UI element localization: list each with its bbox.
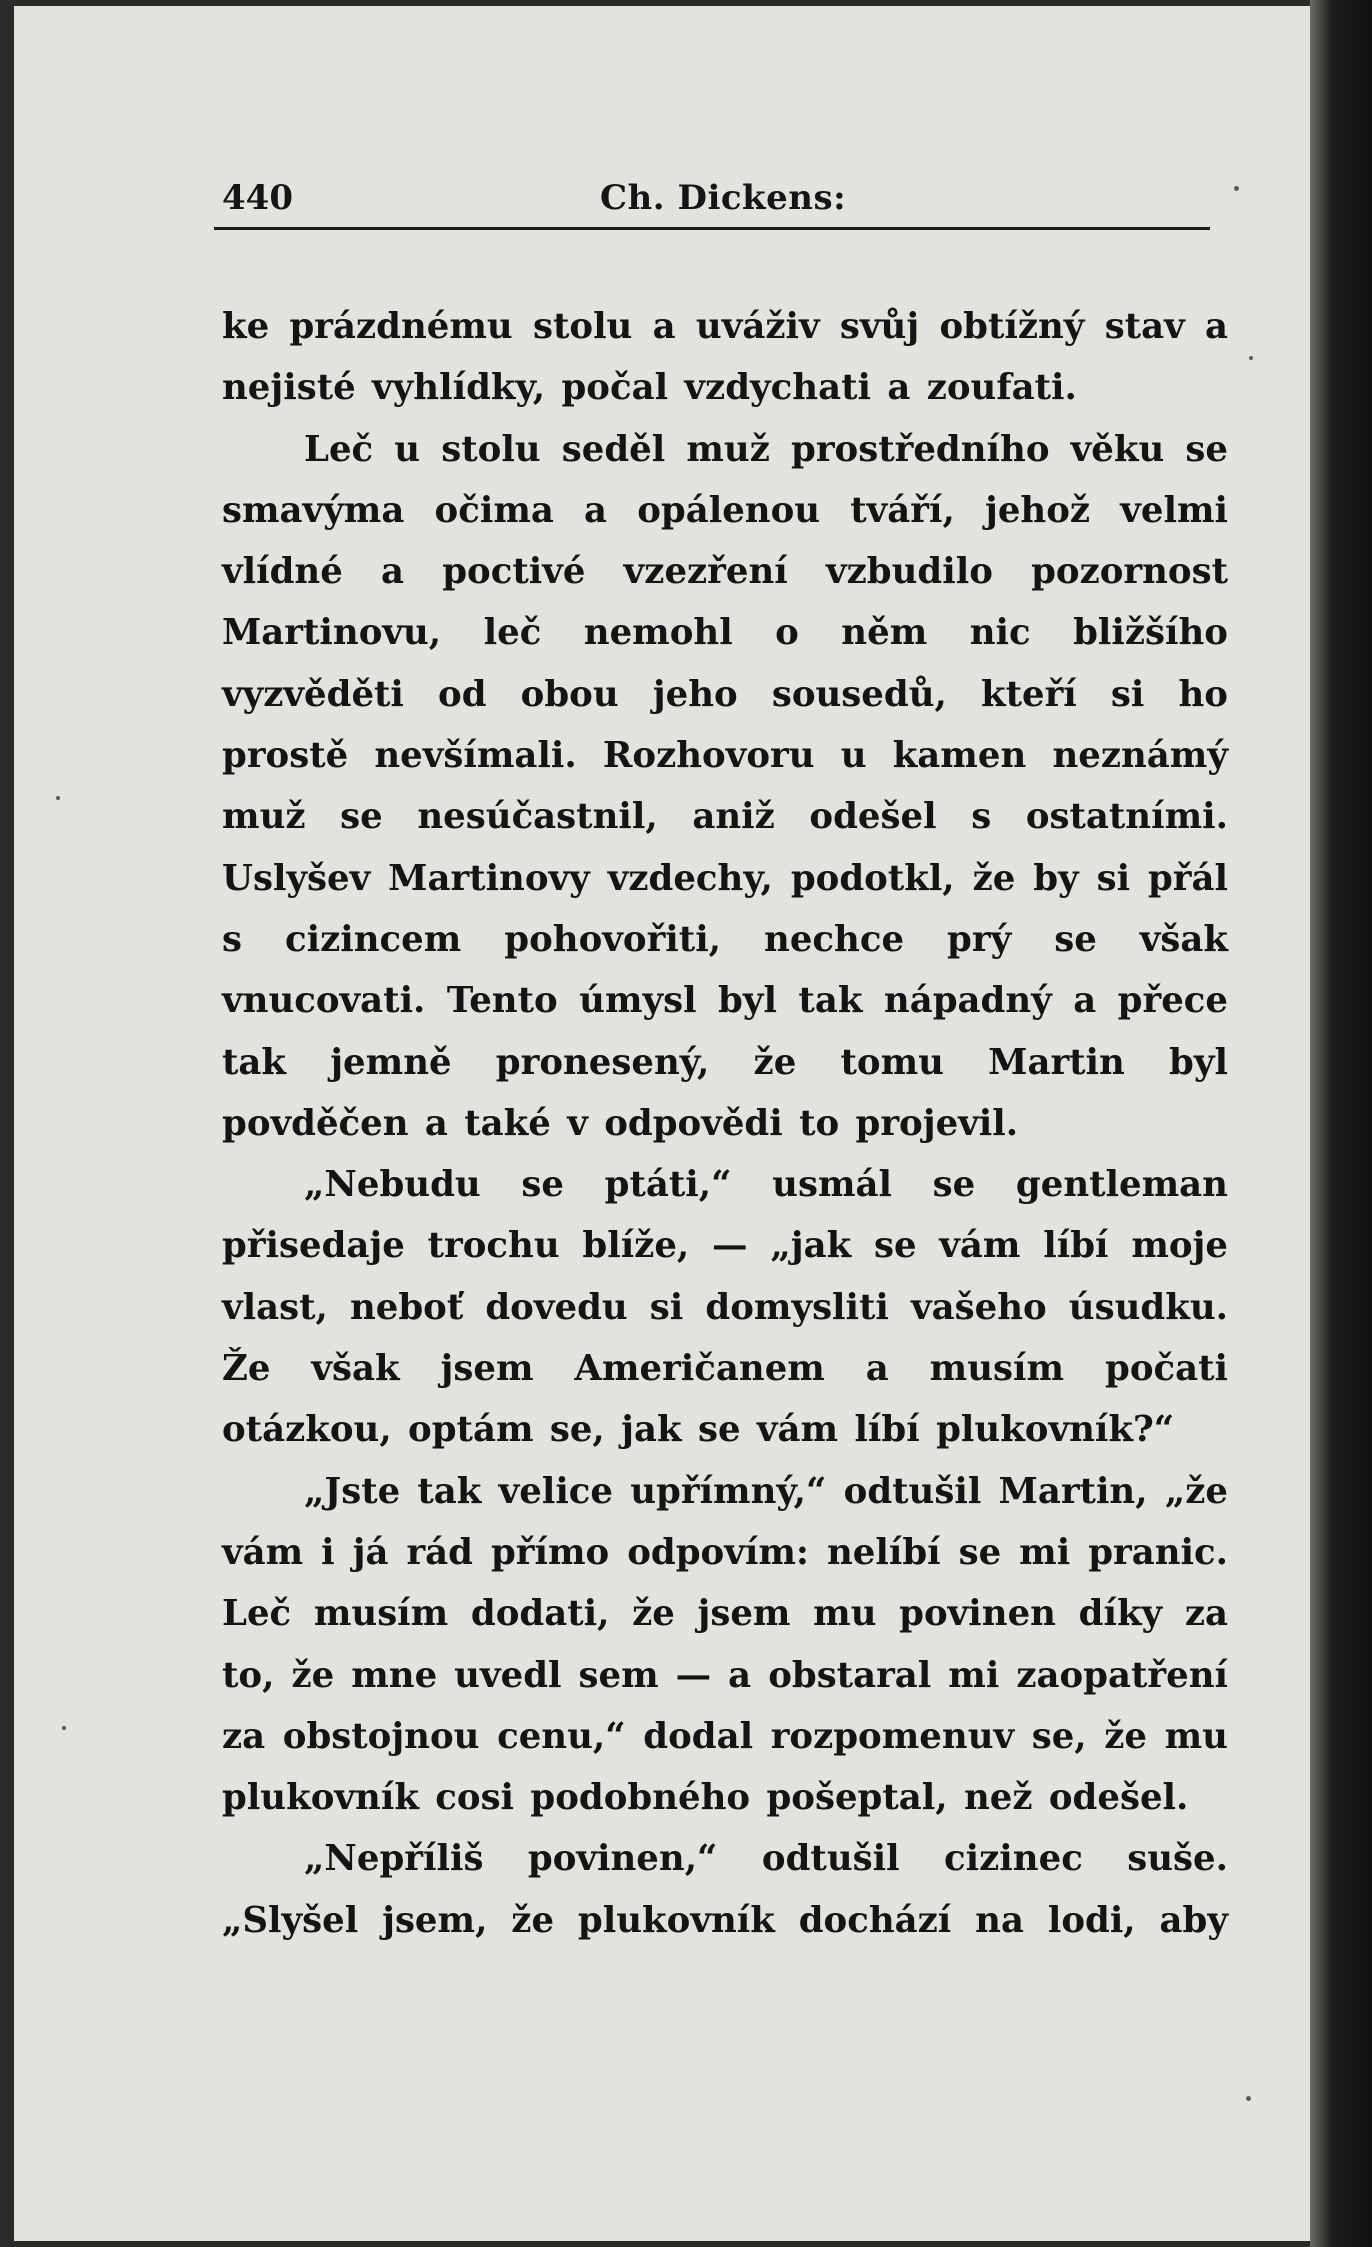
running-title: Ch. Dickens: — [600, 178, 847, 218]
scan-edge — [1310, 0, 1372, 2247]
book-page — [14, 6, 1310, 2241]
paragraph-4: „Jste tak velice upřímný,“ odtušil Martin, „že vám i já rád přímo odpovím: nelíbí se mi pranic. Leč musím dodati, že jsem mu povinen díky za to, že mne uvedl sem — a obstaral mi zaopatření za obstojnou cenu,“ dodal rozpomenuv se, že mu plukovník cosi podobného pošeptal, než odešel. — [222, 1470, 1228, 1819]
paper-speck — [1249, 356, 1253, 360]
page-header — [210, 174, 1214, 224]
page-number: 440 — [222, 178, 293, 218]
header-rule — [214, 227, 1210, 230]
paragraph-3: „Nebudu se ptáti,“ usmál se gentleman přisedaje trochu blíže, — „jak se vám líbí moje vlast, neboť dovedu si domysliti vašeho úsudku. Že však jsem Američanem a musím počati otázkou, optám se, jak se vám líbí plukovník?“ — [222, 1164, 1228, 1451]
paper-speck — [62, 1726, 66, 1730]
paragraph-1: ke prázdnému stolu a uváživ svůj obtížný stav a nejisté vyhlídky, počal vzdychati a zoufati. — [222, 306, 1228, 409]
paragraph-5: „Nepříliš povinen,“ odtušil cizinec suše. „Slyšel jsem, že plukovník dochází na lodi, aby — [222, 1838, 1228, 1941]
paper-speck — [1234, 186, 1239, 191]
paper-speck — [56, 796, 60, 800]
paragraph-2: Leč u stolu seděl muž prostředního věku se smavýma očima a opálenou tváří, jehož velmi vlídné a poctivé vzezření vzbudilo pozornost Martinovu, leč nemohl o něm nic bližšího vyzvěděti od obou jeho sousedů, kteří si ho prostě nevšímali. Rozhovoru u kamen neznámý muž se nesúčastnil, aniž odešel s ostatními. Uslyšev Martinovy vzdechy, podotkl, že by si přál s cizincem pohovořiti, nechce prý se však vnucovati. Tento úmysl byl tak nápadný a přece tak jemně pronesený, že tomu Martin byl povděčen a také v odpovědi to projevil. — [222, 428, 1228, 1144]
body-text — [222, 296, 1228, 1951]
paper-speck — [1246, 2096, 1251, 2101]
